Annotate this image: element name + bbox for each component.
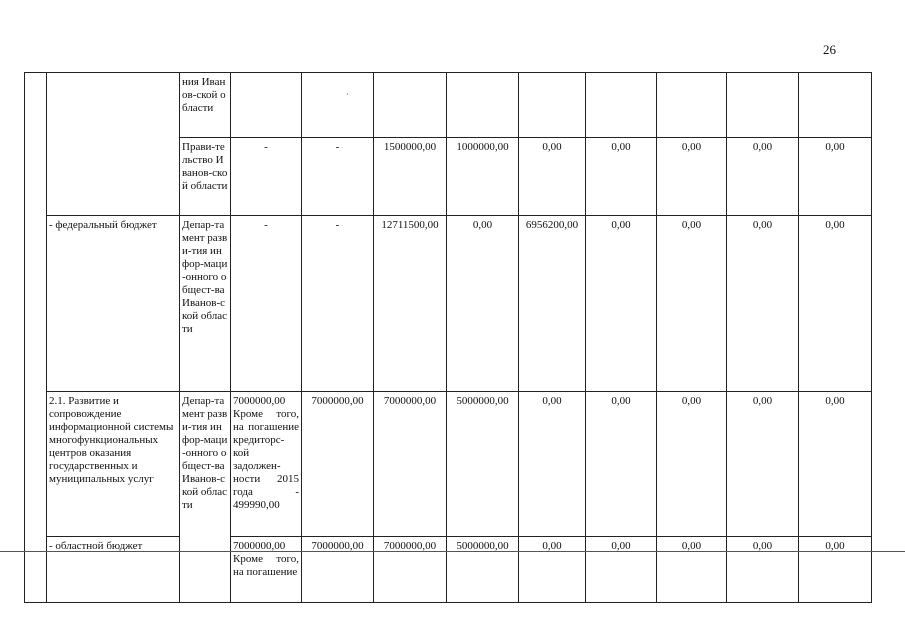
- budget-table: [24, 72, 872, 603]
- cell-value: 0,00: [586, 392, 657, 537]
- cell-executor: Депар-тамент разви-тия инфор-маци-онного общест-ва Иванов-ской области: [180, 216, 231, 392]
- cell-value: 0,00: [657, 138, 727, 216]
- cell-value: 0,00: [519, 392, 586, 537]
- cell-value: 7000000,00: [374, 537, 447, 603]
- cell-value: 0,00: [519, 138, 586, 216]
- cell-value: 12711500,00: [374, 216, 447, 392]
- cell-value: 0,00: [586, 537, 657, 603]
- cell-value: 0,00: [799, 392, 872, 537]
- cell-value: 7000000,00: [302, 392, 374, 537]
- cell-value: 0,00: [657, 392, 727, 537]
- item-title: Развитие и сопровождение информационной системы многофункциональных центров оказания государственных и муниципальных услуг: [49, 395, 174, 485]
- cell-value: 1000000,00: [447, 138, 519, 216]
- cell-value: -: [302, 216, 374, 392]
- cell-value: 5000000,00: [447, 392, 519, 537]
- cell-value: 0,00: [447, 216, 519, 392]
- cell-executor: Прави-тельство Иванов-ской области: [180, 138, 231, 216]
- cell-value: 0,00: [727, 537, 799, 603]
- cell-value: [586, 73, 657, 138]
- cell-note: Кроме того, на погашение: [233, 553, 299, 578]
- cell-value: [374, 73, 447, 138]
- cell-value: [519, 73, 586, 138]
- cell-item-name: [47, 392, 180, 537]
- table-row: [25, 216, 872, 392]
- table-row: [25, 392, 872, 537]
- page-number: 26: [823, 42, 836, 57]
- cell-value: 7000000,00: [233, 395, 286, 407]
- cell-executor: Депар-тамент разви-тия инфор-маци-онного общест-ва Иванов-ской области: [180, 392, 231, 603]
- table-row: [25, 73, 872, 138]
- item-number: 2.1.: [49, 395, 66, 407]
- cell-value: [231, 73, 302, 138]
- cell-value: -: [231, 138, 302, 216]
- cell-value: 0,00: [799, 537, 872, 603]
- cell-value: 7000000,00: [302, 537, 374, 603]
- cell-value: 0,00: [657, 537, 727, 603]
- scan-line: [0, 551, 905, 552]
- cell-value: [727, 73, 799, 138]
- cell-value: 7000000,00: [233, 540, 286, 552]
- cell-executor: ния Иванов-ской области: [180, 73, 231, 138]
- cell-name: - федеральный бюджет: [47, 216, 180, 392]
- cell-value: [447, 73, 519, 138]
- cell-value: 7000000,00: [374, 392, 447, 537]
- cell-value: 5000000,00: [447, 537, 519, 603]
- cell-value-with-note: [231, 537, 302, 603]
- cell-value: 0,00: [727, 392, 799, 537]
- cell-value: -: [302, 138, 374, 216]
- cell-value: 0,00: [727, 138, 799, 216]
- cell-value-with-note: [231, 392, 302, 537]
- cell-value: 0,00: [799, 216, 872, 392]
- cell-value: 6956200,00: [519, 216, 586, 392]
- cell-name: [47, 73, 180, 216]
- cell-value: 0,00: [727, 216, 799, 392]
- cell-value: 0,00: [586, 216, 657, 392]
- cell-value: [799, 73, 872, 138]
- scan-speck: ·: [346, 90, 349, 99]
- cell-value: 1500000,00: [374, 138, 447, 216]
- cell-value: 0,00: [586, 138, 657, 216]
- cell-value: 0,00: [799, 138, 872, 216]
- cell-note: Кроме того, на погашение кредиторс-кой задолжен-ности 2015 года - 499990,00: [233, 408, 299, 511]
- table-row: [25, 537, 872, 603]
- cell-value: -: [231, 216, 302, 392]
- cell-value: [302, 73, 374, 138]
- cell-value: [657, 73, 727, 138]
- cell-value: 0,00: [519, 537, 586, 603]
- cell-name: - областной бюджет: [47, 537, 180, 603]
- cell-outer-margin: [25, 73, 47, 603]
- cell-value: 0,00: [657, 216, 727, 392]
